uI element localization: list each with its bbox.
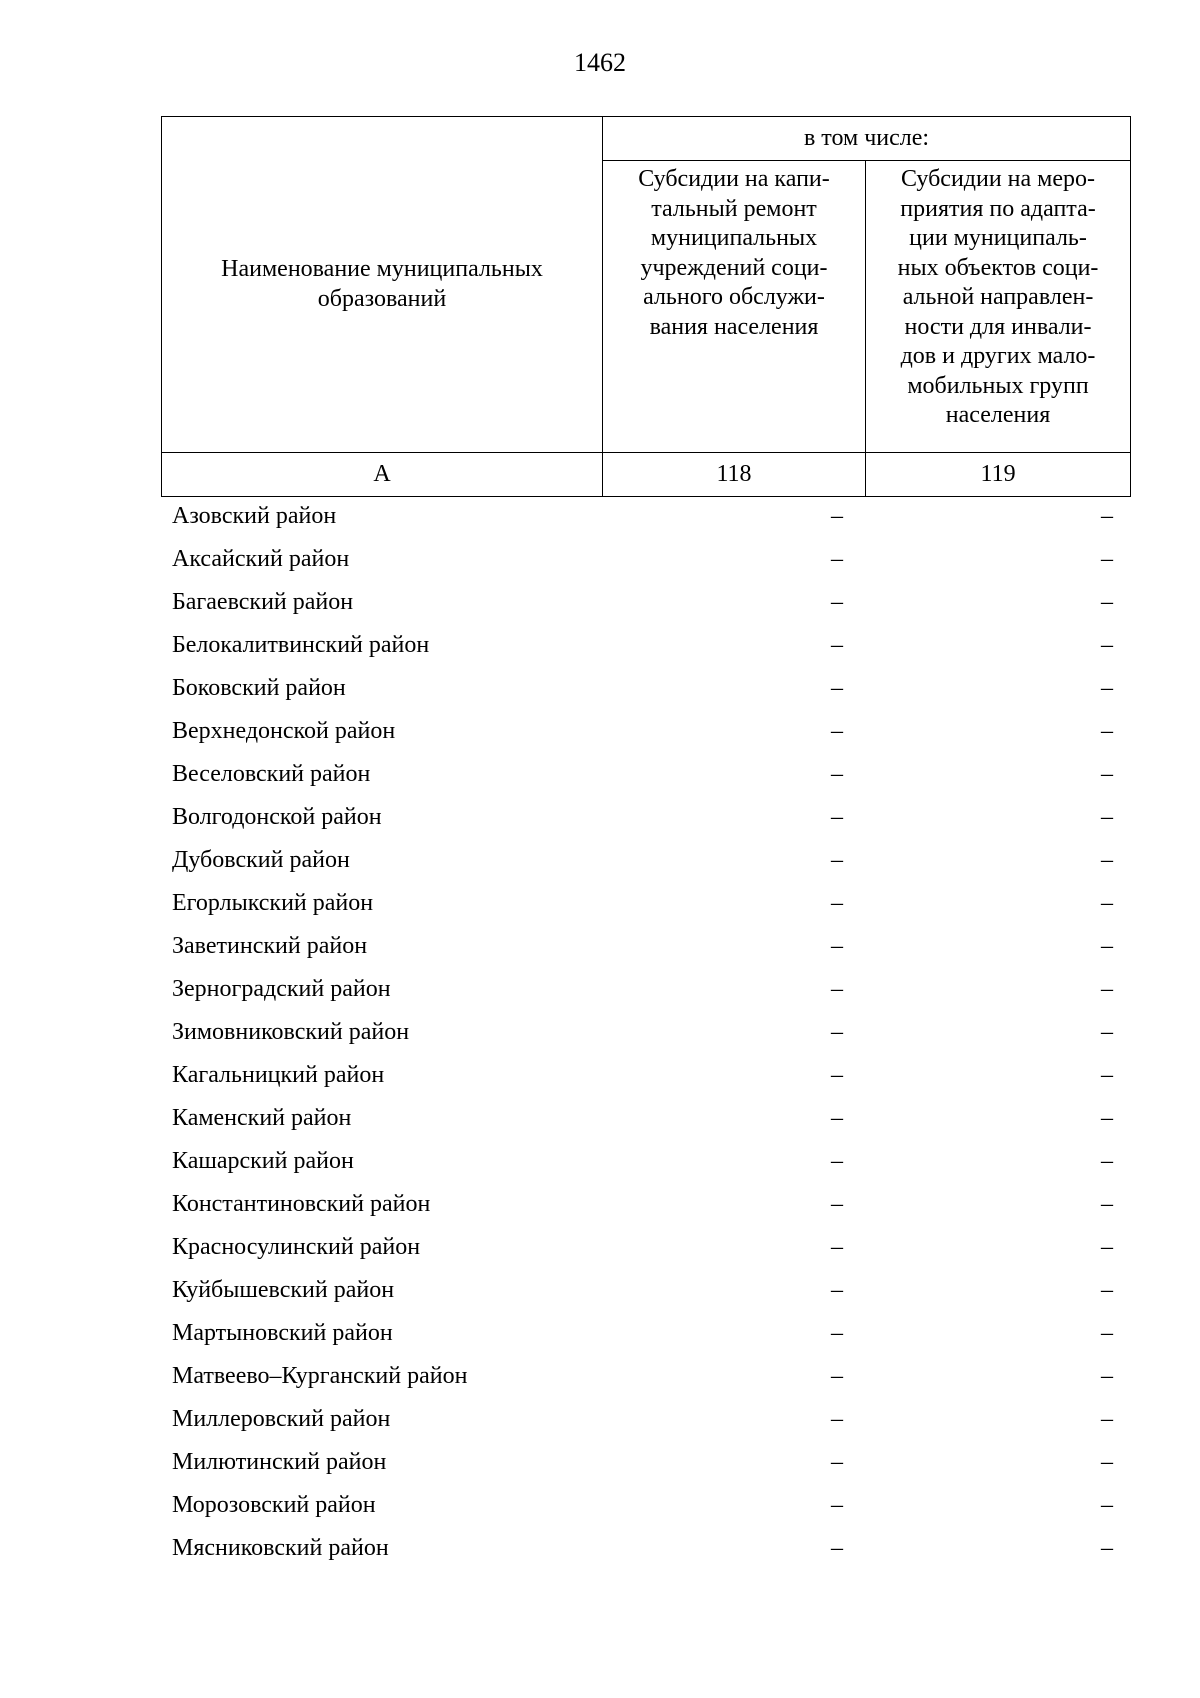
value-118: – bbox=[831, 1492, 843, 1518]
table-row bbox=[161, 1142, 1130, 1185]
municipality-name: Миллеровский район bbox=[172, 1406, 391, 1432]
table-row bbox=[161, 1400, 1130, 1443]
value-119: – bbox=[1101, 503, 1113, 529]
table-row bbox=[161, 626, 1130, 669]
value-118: – bbox=[831, 804, 843, 830]
municipality-name: Веселовский район bbox=[172, 761, 371, 787]
table-row bbox=[161, 1099, 1130, 1142]
value-118: – bbox=[831, 976, 843, 1002]
value-118: – bbox=[831, 1406, 843, 1432]
header-line: учреждений соци- bbox=[640, 254, 828, 281]
table-row bbox=[161, 1486, 1130, 1529]
header-line: мобильных групп bbox=[907, 372, 1089, 399]
value-119: – bbox=[1101, 1234, 1113, 1260]
value-119: – bbox=[1101, 675, 1113, 701]
value-119: – bbox=[1101, 847, 1113, 873]
table-row bbox=[161, 1529, 1130, 1572]
municipality-name: Милютинский район bbox=[172, 1449, 387, 1475]
municipality-name: Волгодонской район bbox=[172, 804, 382, 830]
header-line: Субсидии на капи- bbox=[638, 166, 830, 192]
table-row bbox=[161, 927, 1130, 970]
value-118: – bbox=[831, 1234, 843, 1260]
header-line: ных объектов соци- bbox=[897, 254, 1099, 281]
col118-header bbox=[603, 161, 866, 453]
municipality-name: Зимовниковский район bbox=[172, 1019, 410, 1045]
value-118: – bbox=[831, 1320, 843, 1346]
municipality-name: Аксайский район bbox=[172, 546, 350, 572]
code-name: А bbox=[162, 453, 603, 497]
value-118: – bbox=[831, 890, 843, 916]
value-118: – bbox=[831, 675, 843, 701]
municipality-name: Кашарский район bbox=[172, 1148, 354, 1174]
name-column-header: Наименование муниципальных образований bbox=[162, 117, 603, 453]
municipality-name: Зерноградский район bbox=[172, 976, 391, 1002]
municipality-name: Кагальницкий район bbox=[172, 1062, 385, 1088]
municipality-name: Морозовский район bbox=[172, 1492, 376, 1518]
value-118: – bbox=[831, 847, 843, 873]
table-row bbox=[161, 1271, 1130, 1314]
municipality-name: Верхнедонской район bbox=[172, 718, 396, 744]
page-number: 1462 bbox=[574, 48, 626, 77]
value-119: – bbox=[1101, 1535, 1113, 1561]
value-118: – bbox=[831, 546, 843, 572]
table-row bbox=[161, 841, 1130, 884]
municipality-name: Красносулинский район bbox=[172, 1234, 421, 1260]
value-118: – bbox=[831, 1449, 843, 1475]
value-119: – bbox=[1101, 1105, 1113, 1131]
value-118: – bbox=[831, 718, 843, 744]
table-row bbox=[161, 669, 1130, 712]
municipality-name: Боковский район bbox=[172, 675, 346, 701]
table-row bbox=[161, 1443, 1130, 1486]
table-row bbox=[161, 1056, 1130, 1099]
table-row bbox=[161, 540, 1130, 583]
value-118: – bbox=[831, 1105, 843, 1131]
value-119: – bbox=[1101, 589, 1113, 615]
value-118: – bbox=[831, 1277, 843, 1303]
table-row bbox=[161, 712, 1130, 755]
value-118: – bbox=[831, 589, 843, 615]
header-line: вания населения bbox=[649, 313, 819, 340]
value-118: – bbox=[831, 632, 843, 658]
table-row bbox=[161, 1228, 1130, 1271]
value-118: – bbox=[831, 761, 843, 787]
code-118: 118 bbox=[603, 453, 866, 497]
table-row bbox=[161, 755, 1130, 798]
value-118: – bbox=[831, 1148, 843, 1174]
municipality-name: Белокалитвинский район bbox=[172, 632, 430, 658]
col119-header bbox=[866, 161, 1131, 453]
col118-header-lines bbox=[603, 165, 865, 342]
header-line: приятия по адапта- bbox=[900, 195, 1096, 222]
group-header: в том числе: bbox=[603, 117, 1131, 161]
table-row bbox=[161, 884, 1130, 927]
value-119: – bbox=[1101, 1492, 1113, 1518]
table-row bbox=[161, 970, 1130, 1013]
municipality-name: Заветинский район bbox=[172, 933, 368, 959]
municipality-name: Мартыновский район bbox=[172, 1320, 393, 1346]
table-row bbox=[161, 1013, 1130, 1056]
table-header bbox=[161, 116, 1131, 497]
value-119: – bbox=[1101, 1277, 1113, 1303]
value-119: – bbox=[1101, 1191, 1113, 1217]
value-118: – bbox=[831, 1062, 843, 1088]
header-line: тальный ремонт bbox=[651, 195, 817, 222]
value-119: – bbox=[1101, 632, 1113, 658]
municipality-name: Дубовский район bbox=[172, 847, 350, 873]
value-119: – bbox=[1101, 1449, 1113, 1475]
table-row bbox=[161, 1357, 1130, 1400]
table-row bbox=[161, 1314, 1130, 1357]
header-line: ального обслужи- bbox=[643, 284, 825, 310]
header-line: муниципальных bbox=[650, 225, 818, 251]
municipality-name: Матвеево–Курганский район bbox=[172, 1363, 468, 1389]
header-line: дов и других мало- bbox=[900, 343, 1096, 369]
value-119: – bbox=[1101, 976, 1113, 1002]
value-118: – bbox=[831, 503, 843, 529]
table-row bbox=[161, 798, 1130, 841]
municipality-name: Куйбышевский район bbox=[172, 1277, 395, 1303]
value-118: – bbox=[831, 1019, 843, 1045]
value-119: – bbox=[1101, 933, 1113, 959]
table-body bbox=[161, 497, 1130, 1572]
value-119: – bbox=[1101, 1019, 1113, 1045]
header-line: Субсидии на меро- bbox=[900, 166, 1096, 192]
value-119: – bbox=[1101, 761, 1113, 787]
municipality-name: Мясниковский район bbox=[172, 1535, 389, 1561]
table-row bbox=[161, 1185, 1130, 1228]
municipality-name: Егорлыкский район bbox=[172, 890, 374, 916]
value-119: – bbox=[1101, 890, 1113, 916]
value-119: – bbox=[1101, 1406, 1113, 1432]
value-118: – bbox=[831, 933, 843, 959]
value-118: – bbox=[831, 1191, 843, 1217]
header-line: населения bbox=[945, 402, 1051, 428]
col119-header-lines bbox=[866, 165, 1130, 431]
municipality-name: Каменский район bbox=[172, 1105, 352, 1131]
value-119: – bbox=[1101, 804, 1113, 830]
value-119: – bbox=[1101, 1363, 1113, 1389]
value-119: – bbox=[1101, 546, 1113, 572]
value-119: – bbox=[1101, 1320, 1113, 1346]
header-line: ции муниципаль- bbox=[909, 225, 1087, 251]
value-118: – bbox=[831, 1363, 843, 1389]
header-line: альной направлен- bbox=[902, 284, 1094, 310]
value-119: – bbox=[1101, 1148, 1113, 1174]
municipality-name: Азовский район bbox=[172, 503, 337, 529]
table-row bbox=[161, 497, 1130, 540]
header-line: ности для инвали- bbox=[904, 313, 1092, 340]
municipality-name: Константиновский район bbox=[172, 1191, 431, 1217]
code-119: 119 bbox=[866, 453, 1131, 497]
municipality-name: Багаевский район bbox=[172, 589, 354, 615]
value-119: – bbox=[1101, 1062, 1113, 1088]
value-118: – bbox=[831, 1535, 843, 1561]
table-row bbox=[161, 583, 1130, 626]
value-119: – bbox=[1101, 718, 1113, 744]
